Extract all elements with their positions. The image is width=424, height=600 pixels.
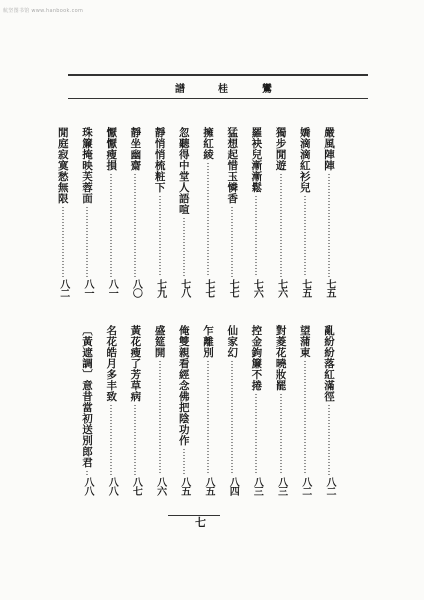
entry-title: 猛想起惜玉憐香	[226, 127, 239, 204]
dot-leader	[280, 393, 282, 475]
toc-entry	[151, 127, 169, 297]
toc-entry	[296, 325, 314, 495]
toc-entry	[223, 325, 241, 495]
toc-entry	[78, 127, 96, 297]
entry-title: 〔黃遮調〕意昔當初送別郎君	[81, 325, 93, 468]
entry-title: 羅袂兒漸漸鬆	[250, 127, 263, 193]
dot-leader	[86, 470, 88, 475]
entry-page: 七七	[227, 279, 239, 297]
entry-title: 獨步閒遊	[274, 127, 287, 171]
entry-title: 控金鉤簾不捲	[250, 325, 263, 391]
dot-leader	[328, 404, 330, 475]
entry-title: 懨懨瘦損	[105, 127, 118, 171]
dot-leader	[62, 206, 64, 277]
dot-leader	[280, 173, 282, 277]
entry-page: 七六	[275, 279, 287, 297]
entry-title: 閒庭寂寞愁無限	[56, 127, 69, 204]
entry-title: 黃花瘦了芳草病	[129, 325, 142, 402]
entry-title: 對菱花曉妝罷	[274, 325, 287, 391]
entry-page: 八三	[251, 477, 263, 495]
entry-title: 珠簾掩映芙蓉面	[81, 127, 93, 204]
entry-title: 亂紛紛落紅滿徑	[323, 325, 335, 402]
dot-leader	[255, 393, 257, 475]
dot-leader	[110, 173, 112, 277]
dot-leader	[134, 173, 136, 277]
toc-entry	[296, 127, 314, 297]
header-char: 譜	[175, 84, 185, 95]
entry-page: 七九	[154, 279, 166, 297]
entry-page: 八二	[324, 477, 335, 495]
entry-title: 靜坐幽齋	[129, 127, 142, 171]
toc-entry	[102, 127, 120, 297]
entry-page: 七八	[178, 279, 190, 297]
entry-page: 八三	[275, 477, 287, 495]
entry-page: 八二	[57, 279, 69, 297]
entry-title: 盛筵開	[153, 325, 166, 358]
dot-leader	[183, 217, 185, 277]
header-char: 鸞	[262, 84, 272, 95]
page-number: 七	[195, 516, 206, 529]
toc-entry	[54, 127, 72, 297]
dot-leader	[110, 404, 112, 475]
watermark: 航坚图书馆 www.hanbook.com	[3, 8, 84, 14]
toc-entry	[247, 325, 265, 495]
footer-rule	[168, 515, 220, 516]
entry-page: 八二	[299, 477, 311, 495]
entry-page: 八一	[106, 279, 118, 297]
entry-title: 嬌滴滴紅衫兒	[298, 127, 311, 193]
entry-page: 八八	[82, 477, 93, 495]
dot-leader	[207, 162, 209, 277]
toc-entry	[223, 127, 241, 297]
running-header	[60, 78, 370, 96]
toc-entry	[175, 325, 193, 495]
toc-entry	[199, 127, 217, 297]
entry-page: 八一	[82, 279, 93, 297]
header-top-rule	[68, 74, 368, 76]
toc-entry	[320, 325, 338, 495]
toc-entry	[320, 127, 338, 297]
dot-leader	[231, 360, 233, 475]
dot-leader	[207, 360, 209, 475]
entry-title: 嚴風陣陣	[323, 127, 335, 171]
dot-leader	[159, 360, 161, 475]
dot-leader	[328, 173, 330, 277]
entry-page: 七六	[251, 279, 263, 297]
entry-title: 名花皓月多丰致	[105, 325, 118, 402]
entry-page: 七七	[203, 279, 214, 297]
toc-entry	[199, 325, 217, 495]
dot-leader	[183, 448, 185, 475]
entry-page: 七五	[299, 279, 311, 297]
entry-title: 忽聽得中堂人語喧	[177, 127, 190, 215]
dot-leader	[134, 404, 136, 475]
entry-page: 八八	[106, 477, 118, 495]
entry-page: 八七	[130, 477, 142, 495]
entry-title: 望蒲東	[298, 325, 311, 358]
toc-entry	[272, 127, 290, 297]
entry-title: 仙家幻	[226, 325, 239, 358]
dot-leader	[231, 206, 233, 277]
toc-entry	[151, 325, 169, 495]
entry-page: 八五	[203, 477, 214, 495]
entry-page: 八五	[178, 477, 190, 495]
entry-page: 八〇	[130, 279, 142, 297]
entry-page: 八六	[154, 477, 166, 495]
entry-title: 靜悄悄梳粧下	[153, 127, 166, 193]
dot-leader	[86, 206, 88, 277]
toc-entry	[126, 127, 144, 297]
header-bottom-rule	[68, 98, 368, 99]
dot-leader	[159, 195, 161, 277]
entry-title: 擁紅綾	[202, 127, 214, 160]
toc-entry	[175, 127, 193, 297]
dot-leader	[304, 195, 306, 277]
toc-entry	[272, 325, 290, 495]
dot-leader	[304, 360, 306, 475]
dot-leader	[255, 195, 257, 277]
toc-entry	[102, 325, 120, 495]
toc-entry	[78, 325, 96, 495]
toc-entry	[247, 127, 265, 297]
entry-title: 乍離別	[202, 325, 214, 358]
header-char: 桂	[218, 84, 228, 95]
entry-page: 八四	[227, 477, 239, 495]
toc-entry	[126, 325, 144, 495]
entry-title: 俺雙親看經念佛把陰功作	[177, 325, 190, 446]
entry-page: 七五	[324, 279, 335, 297]
